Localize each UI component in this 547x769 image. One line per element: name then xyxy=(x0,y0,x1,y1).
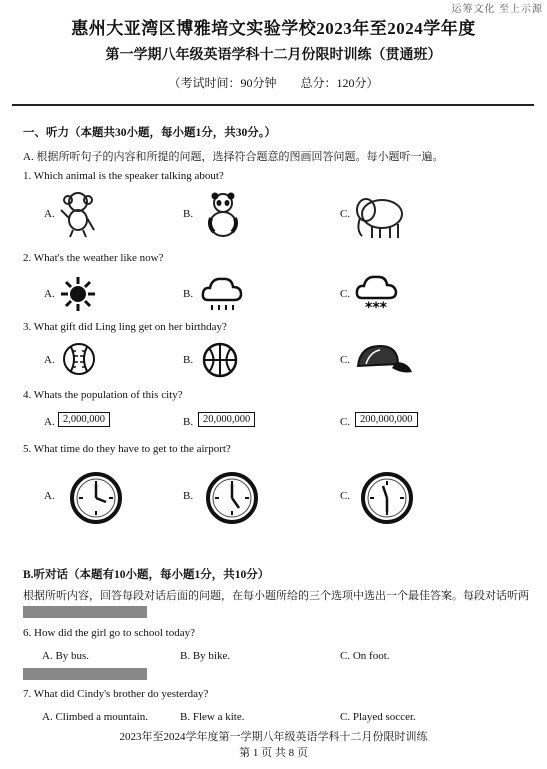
option-4b-value: 20,000,000 xyxy=(198,412,255,427)
option-3c-label: C. xyxy=(340,354,351,366)
footer-title: 2023年至2024学年度第一学期八年级英语学科十二月份限时训练 xyxy=(119,731,428,743)
dialogue-1-banner xyxy=(23,606,147,618)
option-4a-value: 2,000,000 xyxy=(58,412,110,427)
option-3b-label: B. xyxy=(183,354,194,366)
exam-info: （考试时间：90分钟 总分：120分） xyxy=(168,76,379,90)
section-title-listening: 一、听力（本题共30小题，每小题1分，共30分。） xyxy=(23,127,276,139)
header-divider xyxy=(12,104,534,106)
option-1b-label: B. xyxy=(183,208,194,220)
option-3a-label: A. xyxy=(44,354,55,366)
question-3: 3. What gift did Ling ling get on her birthday? xyxy=(23,321,227,333)
document-subtitle: 第一学期八年级英语学科十二月份限时训练（贯通班） xyxy=(105,48,442,63)
question-6: 6. How did the girl go to school today? xyxy=(23,627,196,639)
option-4b-label: B. xyxy=(183,416,194,428)
question-4: 4. Whats the population of this city? xyxy=(23,389,183,401)
question-2: 2. What's the weather like now? xyxy=(23,252,164,264)
option-4c-value: 200,000,000 xyxy=(355,412,418,427)
question-1: 1. Which animal is the speaker talking about? xyxy=(23,170,224,182)
option-6b: B. By bike. xyxy=(180,650,231,662)
option-1a-label: A. xyxy=(44,208,55,220)
corner-stamp-text: 运筹文化 至上示源 xyxy=(451,4,543,15)
dialogue-2-banner xyxy=(23,668,147,680)
clock-icon xyxy=(361,472,413,524)
elephant-icon xyxy=(352,192,406,240)
option-6a: A. By bus. xyxy=(42,650,90,662)
question-7: 7. What did Cindy's brother do yesterday? xyxy=(23,688,209,700)
part-a-instruction: A. 根据所听句子的内容和所提的问题，选择符合题意的图画回答问题。每小题听一遍。 xyxy=(23,151,444,163)
part-b-instruction: 根据所听内容，回答每段对话后面的问题，在每小题所给的三个选项中选出一个最佳答案。每段对话听两 xyxy=(23,590,529,602)
document-title: 惠州大亚湾区博雅培文实验学校2023年至2024学年度 xyxy=(71,19,476,38)
option-5c-label: C. xyxy=(340,490,351,502)
basketball-icon xyxy=(202,342,238,378)
panda-icon xyxy=(206,192,240,238)
svg-text:***: *** xyxy=(365,300,387,314)
option-6c: C. On foot. xyxy=(340,650,390,662)
option-4c-label: C. xyxy=(340,416,351,428)
option-4a-label: A. xyxy=(44,416,55,428)
option-2b-label: B. xyxy=(183,288,194,300)
option-2a-label: A. xyxy=(44,288,55,300)
baseball-icon xyxy=(62,342,96,376)
option-1c-label: C. xyxy=(340,208,351,220)
option-2c-label: C. xyxy=(340,288,351,300)
part-b-title: B.听对话（本题有10小题，每小题1分，共10分） xyxy=(23,569,270,581)
option-5b-label: B. xyxy=(183,490,194,502)
option-7a: A. Climbed a mountain. xyxy=(42,711,149,723)
monkey-icon xyxy=(58,190,98,238)
page-number: 第 1 页 共 8 页 xyxy=(239,747,308,759)
question-5: 5. What time do they have to get to the airport? xyxy=(23,443,231,455)
option-5a-label: A. xyxy=(44,490,55,502)
cap-icon xyxy=(352,340,414,378)
clock-icon xyxy=(70,472,122,524)
rain-cloud-icon xyxy=(200,272,244,314)
clock-icon xyxy=(206,472,258,524)
snow-cloud-icon xyxy=(354,270,400,314)
option-7c: C. Played soccer. xyxy=(340,711,416,723)
sun-icon xyxy=(58,274,98,314)
option-7b: B. Flew a kite. xyxy=(180,711,245,723)
